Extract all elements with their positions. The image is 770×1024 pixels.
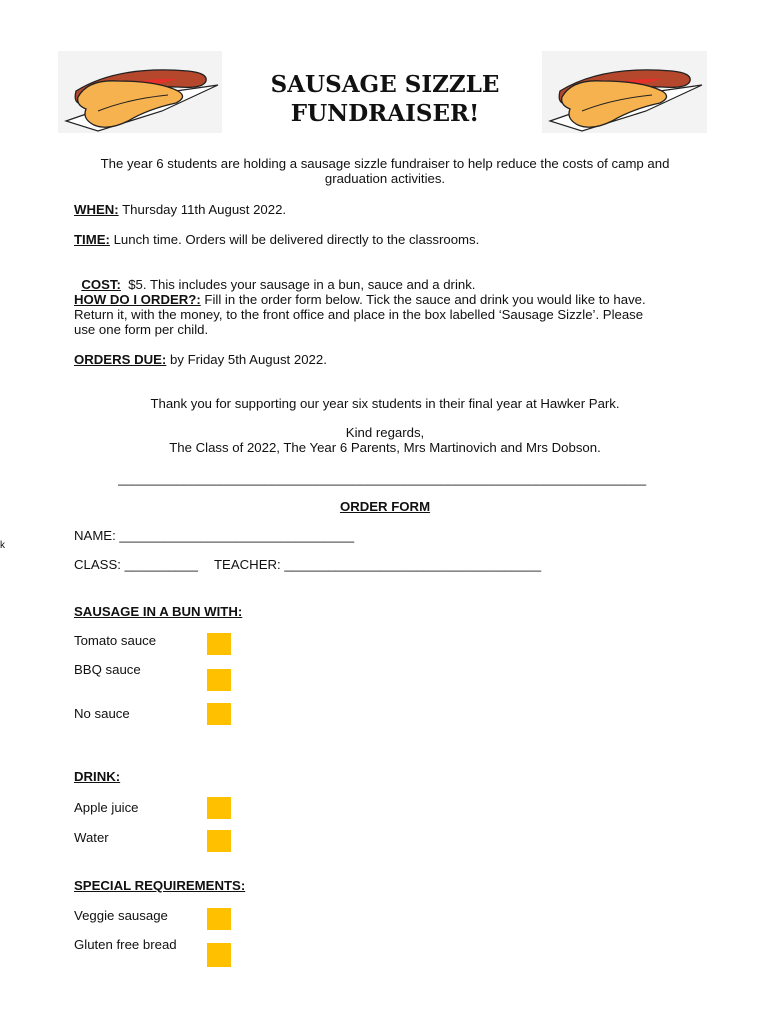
sauce-option-label: BBQ sauce <box>74 662 141 677</box>
bbq-sauce-checkbox[interactable] <box>207 669 231 691</box>
divider-line: ________________________________________________________________________ <box>118 471 647 486</box>
water-checkbox[interactable] <box>207 830 231 852</box>
cost-line <box>74 262 475 292</box>
time-label: TIME: <box>74 232 110 247</box>
when-line <box>74 202 286 217</box>
when-text: Thursday 11th August 2022. <box>118 202 287 217</box>
title-line-1: SAUSAGE SIZZLE <box>270 71 500 98</box>
special-option-label: Gluten free bread <box>74 937 177 952</box>
class-field[interactable]: CLASS: __________ <box>74 557 198 572</box>
veggie-sausage-checkbox[interactable] <box>207 908 231 930</box>
intro-line-1: The year 6 students are holding a sausage sizzle fundraiser to help reduce the costs of camp and <box>100 156 670 171</box>
when-label: WHEN: <box>74 202 119 217</box>
due-label: ORDERS DUE: <box>74 352 167 367</box>
special-requirements-heading: SPECIAL REQUIREMENTS: <box>74 878 246 893</box>
drink-option-label: Water <box>74 830 109 845</box>
hotdog-icon <box>542 51 707 133</box>
how-text: Fill in the order form below. Tick the sauce and drink you would like to have. <box>200 292 646 307</box>
how-paragraph <box>74 292 714 337</box>
no-sauce-checkbox[interactable] <box>207 703 231 725</box>
cost-label: COST: <box>81 277 121 292</box>
hotdog-icon <box>58 51 222 133</box>
stray-mark: k <box>0 540 5 551</box>
title-line-2: FUNDRAISER! <box>290 100 480 127</box>
thanks-line: Thank you for supporting our year six students in their final year at Hawker Park. <box>150 396 620 411</box>
gluten-free-bread-checkbox[interactable] <box>207 943 231 967</box>
sausage-heading: SAUSAGE IN A BUN WITH: <box>74 604 243 619</box>
intro-paragraph <box>60 156 710 186</box>
due-line <box>74 352 327 367</box>
how-line-3: use one form per child. <box>74 322 209 337</box>
due-text: by Friday 5th August 2022. <box>166 352 327 367</box>
drink-heading: DRINK: <box>74 769 121 784</box>
page-title <box>230 70 540 128</box>
apple-juice-checkbox[interactable] <box>207 797 231 819</box>
sauce-option-label: No sauce <box>74 706 130 721</box>
hotdog-image-left <box>58 51 222 133</box>
drink-option-label: Apple juice <box>74 800 139 815</box>
time-text: Lunch time. Orders will be delivered directly to the classrooms. <box>109 232 480 247</box>
how-line-2: Return it, with the money, to the front office and place in the box labelled ‘Sausage Sizzle’. Please <box>74 307 644 322</box>
name-field[interactable]: NAME: ________________________________ <box>74 528 355 543</box>
teacher-field[interactable]: TEACHER: ___________________________________ <box>214 557 542 572</box>
special-option-label: Veggie sausage <box>74 908 168 923</box>
how-label: HOW DO I ORDER?: <box>74 292 201 307</box>
cost-text: $5. This includes your sausage in a bun, sauce and a drink. <box>120 277 476 292</box>
regards-block <box>60 425 710 455</box>
sauce-option-label: Tomato sauce <box>74 633 157 648</box>
time-line <box>74 232 479 247</box>
signoff-line: The Class of 2022, The Year 6 Parents, Mrs Martinovich and Mrs Dobson. <box>169 440 601 455</box>
intro-line-2: graduation activities. <box>324 171 446 186</box>
hotdog-image-right <box>542 51 707 133</box>
regards-line: Kind regards, <box>345 425 425 440</box>
order-form-heading: ORDER FORM <box>339 499 431 514</box>
tomato-sauce-checkbox[interactable] <box>207 633 231 655</box>
